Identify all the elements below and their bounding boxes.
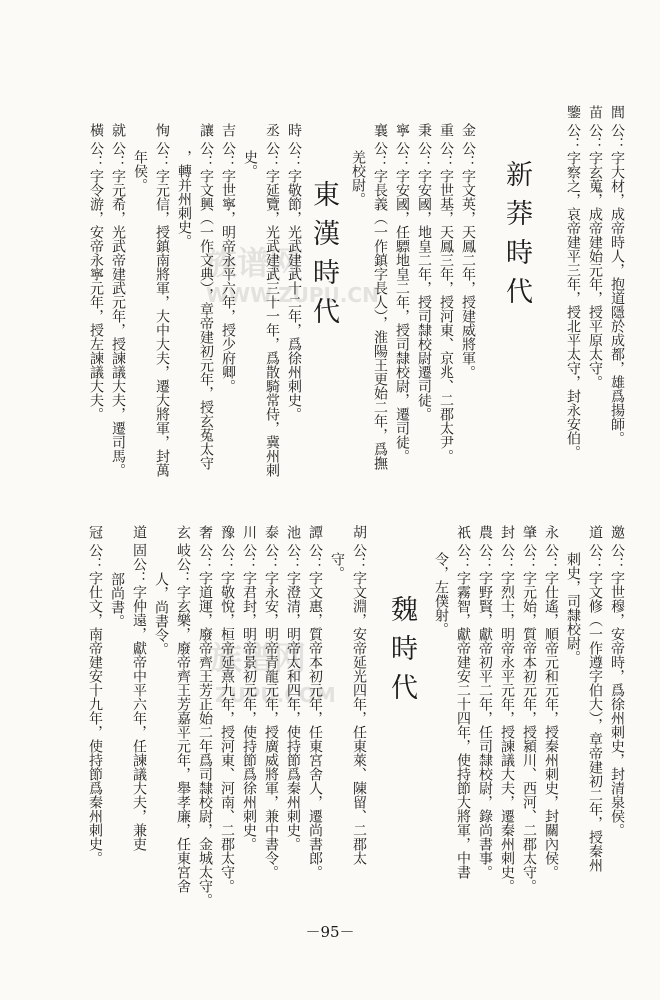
section-heading-donghan: 東漢時代 bbox=[308, 180, 339, 336]
entry-label: 農 bbox=[477, 525, 493, 539]
entry-column bbox=[194, 525, 216, 907]
entry-text: 公：字令游，安帝永寧元年，授左諫議大夫。 bbox=[88, 141, 104, 421]
entry-column bbox=[282, 525, 304, 851]
section-heading-xinmang: 新莽時代 bbox=[501, 160, 532, 316]
entry-label: 豫 bbox=[219, 525, 235, 539]
entry-column bbox=[347, 150, 369, 206]
entry-text: 公：字道運，廢帝齊王芳正始二年爲司隸校尉，金城太守。 bbox=[197, 543, 213, 907]
entry-text: 岐公：字玄樂，廢帝齊王芳嘉平元年，舉孝廉，任東宮舍 bbox=[175, 543, 191, 893]
entry-label: 肇 bbox=[521, 525, 537, 539]
entry-text: 令，左僕射。 bbox=[433, 552, 449, 636]
watermark-url-top: WWW.ZUPU.CN bbox=[206, 283, 379, 307]
entry-text: 年侯。 bbox=[132, 150, 148, 192]
entry-column bbox=[84, 525, 106, 865]
entry-text: 公：字仕文，南帝建安十九年，使持節爲秦州刺史。 bbox=[87, 543, 103, 865]
entry-column bbox=[106, 572, 128, 628]
entry-text: 公：字世穆，安帝時，爲徐州刺史，封清泉侯。 bbox=[609, 543, 625, 837]
entry-label: 吉 bbox=[220, 123, 236, 137]
entry-text: 公：字永安，明帝青龍元年，授廣威將軍，兼中書令。 bbox=[263, 543, 279, 879]
entry-column bbox=[173, 150, 195, 248]
entry-text: 公：字長義（一作鎮字長人），淮陽王更始二年，爲撫 bbox=[372, 141, 388, 470]
entry-column bbox=[304, 525, 326, 879]
section-heading-wei: 魏時代 bbox=[386, 595, 417, 712]
entry-label: 金 bbox=[460, 123, 476, 137]
entry-column bbox=[348, 525, 370, 865]
entry-column bbox=[239, 150, 261, 178]
entry-column bbox=[85, 123, 107, 421]
entry-column bbox=[391, 123, 413, 463]
entry-label: 永 bbox=[543, 525, 559, 539]
entry-label: 丞 bbox=[264, 123, 280, 137]
entry-label: 冠 bbox=[87, 525, 103, 539]
watermark-text-top: 族谱网 bbox=[205, 244, 302, 282]
entry-column bbox=[326, 552, 348, 580]
entry-text: 公：字敬節，光武建武十二年，爲徐州刺史。 bbox=[286, 141, 302, 421]
entry-column bbox=[261, 123, 283, 477]
entry-label: 泰 bbox=[263, 525, 279, 539]
entry-text: 公：字仕遙，順帝元和元年，授秦州刺史，封關內侯。 bbox=[543, 543, 559, 879]
entry-column bbox=[129, 150, 151, 192]
entry-column bbox=[216, 525, 238, 893]
entry-label: 讓 bbox=[198, 123, 214, 137]
entry-label: 奢 bbox=[197, 525, 213, 539]
entry-column bbox=[150, 572, 172, 656]
entry-text: 公：字文英，天鳳二年，授建威將軍。 bbox=[460, 141, 476, 379]
entry-label: 襄 bbox=[372, 123, 388, 137]
entry-label: 玄 bbox=[175, 525, 191, 539]
entry-text: 公：字君封，明帝景初元年，使持節爲徐州刺史。 bbox=[241, 543, 257, 851]
entry-label: 鑒 bbox=[565, 105, 581, 119]
entry-text: 公：字元始，質帝本初元年，授潁川、西河、二郡太守。 bbox=[521, 543, 537, 893]
entry-column bbox=[452, 525, 474, 879]
entry-label: 秉 bbox=[416, 123, 432, 137]
entry-text: 刺史，司隸校尉。 bbox=[565, 552, 581, 664]
entry-text: 公：字察之，哀帝建平三年，授北平太守，封永安伯。 bbox=[565, 123, 581, 459]
entry-text: 公：字霧智，獻帝建安二十四年，使持節大將軍，中書 bbox=[455, 543, 471, 879]
entry-text: 守。 bbox=[329, 552, 345, 580]
entry-label: 川 bbox=[241, 525, 257, 539]
entry-column bbox=[562, 552, 584, 664]
entry-text: ，轉并州刺史。 bbox=[176, 150, 192, 248]
entry-text: 公：字世基，天鳳三年，授河東、京兆、二郡太尹。 bbox=[438, 141, 454, 463]
entry-column bbox=[496, 525, 518, 893]
entry-label: 恂 bbox=[154, 123, 170, 137]
entry-column bbox=[562, 105, 584, 459]
entry-label: 道 bbox=[587, 525, 603, 539]
page-number: －95－ bbox=[305, 923, 355, 941]
entry-text: 公：字敬悅，桓帝延熹九年，授河東、河南、二郡太守。 bbox=[219, 543, 235, 893]
entry-column bbox=[283, 123, 305, 421]
entry-text: 公：字元信，授鎮南將軍，大中大夫，遷大將軍，封萬 bbox=[154, 141, 170, 477]
entry-column bbox=[606, 105, 628, 445]
entry-column bbox=[128, 525, 150, 851]
entry-label: 邀 bbox=[609, 525, 625, 539]
entry-column bbox=[107, 123, 129, 477]
entry-text: 公：字世寧，明帝永平六年，授少府卿。 bbox=[220, 141, 236, 393]
entry-column bbox=[435, 123, 457, 463]
entry-text: 公：字文修（一作遵字伯大），章帝建初二年，授秦州 bbox=[587, 543, 603, 872]
entry-text: 公：字文惠，質帝本初元年，任東宮舍人，遷尚書郎。 bbox=[307, 543, 323, 879]
entry-column bbox=[518, 525, 540, 893]
entry-label: 橫 bbox=[88, 123, 104, 137]
entry-text: 公：字玄蒐，成帝建始元年，授平原太守。 bbox=[587, 123, 603, 389]
watermark-text-bottom: 族谱网 bbox=[210, 639, 307, 677]
entry-column bbox=[238, 525, 260, 851]
entry-text: 公：字大材，成帝時人，抱道隱於成都，雄爲揚師。 bbox=[609, 123, 625, 445]
entry-text: 公：字延覽，光武建武三十一年，爲散騎常侍，冀州刺 bbox=[264, 141, 280, 477]
entry-label: 就 bbox=[110, 123, 126, 137]
entry-column bbox=[151, 123, 173, 477]
entry-text: 公：字安國，地皇二年，授司隸校尉遷司徒。 bbox=[416, 141, 432, 421]
entry-text: 部尚書。 bbox=[109, 572, 125, 628]
entry-text: 史。 bbox=[242, 150, 258, 178]
entry-label: 苗 bbox=[587, 105, 603, 119]
entry-label: 時 bbox=[286, 123, 302, 137]
entry-column bbox=[584, 525, 606, 872]
entry-label: 重 bbox=[438, 123, 454, 137]
entry-text: 公：字烈士，明帝永平元年，授諫議大夫，遷秦州刺史。 bbox=[499, 543, 515, 893]
entry-column bbox=[584, 105, 606, 389]
entry-text: 固公：字仲遠，獻帝中平六年，任諫議大夫，兼吏 bbox=[131, 543, 147, 851]
entry-label: 祇 bbox=[455, 525, 471, 539]
entry-label: 閭 bbox=[609, 105, 625, 119]
entry-column bbox=[430, 552, 452, 636]
entry-column bbox=[369, 123, 391, 470]
entry-column bbox=[195, 123, 217, 470]
entry-label: 道 bbox=[131, 525, 147, 539]
entry-text: 公：字文淵，安帝延光四年，任東萊、陳留、二郡太 bbox=[351, 543, 367, 865]
entry-column bbox=[457, 123, 479, 379]
watermark-url-bottom: ZUPU.COM bbox=[215, 683, 336, 707]
entry-column bbox=[413, 123, 435, 421]
entry-column bbox=[474, 525, 496, 879]
entry-label: 封 bbox=[499, 525, 515, 539]
entry-text: 羌校尉。 bbox=[350, 150, 366, 206]
entry-label: 寧 bbox=[394, 123, 410, 137]
entry-text: 公：字安國，任驃地皇二年，授司隸校尉，遷司徒。 bbox=[394, 141, 410, 463]
entry-text: 人，尚書令。 bbox=[153, 572, 169, 656]
entry-label: 池 bbox=[285, 525, 301, 539]
entry-label: 譚 bbox=[307, 525, 323, 539]
entry-column bbox=[260, 525, 282, 879]
entry-text: 公：字文興（一作文典），章帝建初元年，授玄菟太守 bbox=[198, 141, 214, 470]
entry-column bbox=[217, 123, 239, 393]
entry-column bbox=[540, 525, 562, 879]
entry-column bbox=[606, 525, 628, 837]
entry-text: 公：字野賢，獻帝初平二年，任司隸校尉，錄尚書事。 bbox=[477, 543, 493, 879]
entry-column bbox=[172, 525, 194, 893]
entry-text: 公：字澄清，明帝太和四年，使持節爲秦州刺史。 bbox=[285, 543, 301, 851]
entry-label: 胡 bbox=[351, 525, 367, 539]
entry-text: 公：字元希，光武帝建武元年，授諫議大夫，遷司馬。 bbox=[110, 141, 126, 477]
